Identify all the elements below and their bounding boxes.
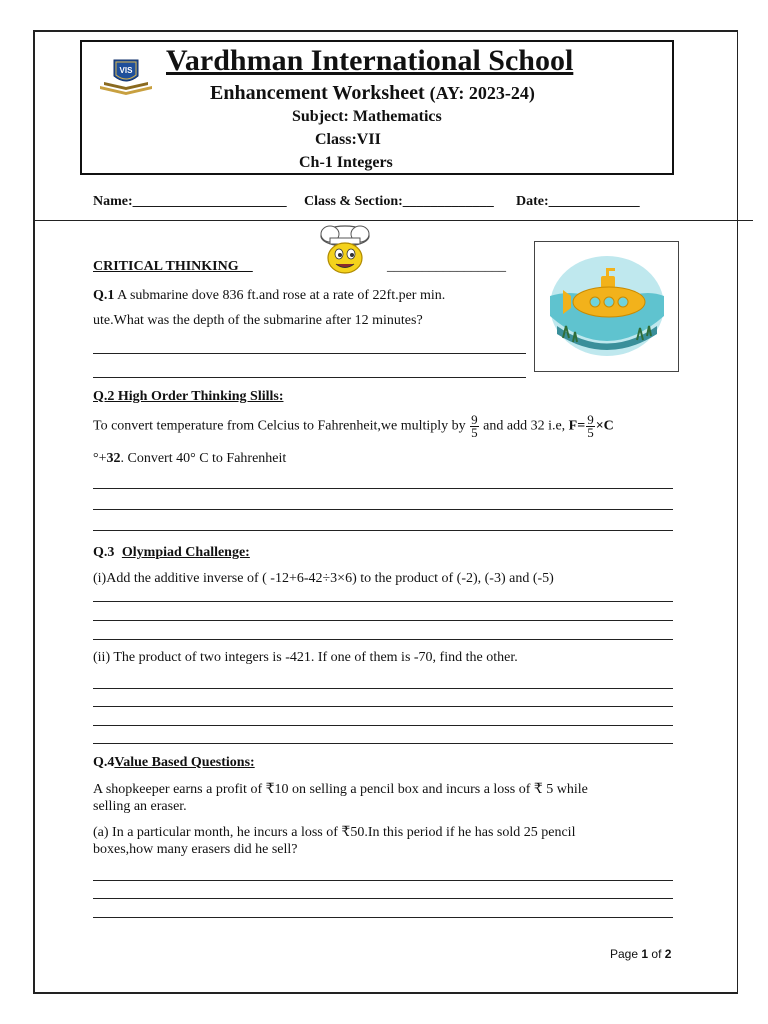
- name-field[interactable]: Name:______________________: [93, 194, 287, 209]
- fraction-nine-fifths: $\frac{9}{5}$: [471, 412, 478, 440]
- q1-number: Q.1: [93, 288, 115, 303]
- logo-text: VIS: [119, 66, 133, 75]
- date-field[interactable]: Date:_____________: [516, 194, 640, 209]
- school-logo: [96, 56, 156, 96]
- q2-line2: °+32. Convert 40° C to Fahrenheit: [93, 451, 287, 466]
- q3-heading-line: [93, 545, 250, 561]
- q1-text-1: A submarine dove 836 ft.and rose at a rate of 22ft.per min.: [114, 288, 446, 303]
- answer-line[interactable]: [93, 725, 673, 726]
- chef-smiley-icon: [312, 224, 378, 276]
- q3-part1: (i)Add the additive inverse of ( -12+6-42÷3×6) to the product of (-2), (-3) and (-5): [93, 571, 554, 586]
- q4-line2: selling an eraser.: [93, 799, 187, 814]
- q4-number: Q.4: [93, 755, 115, 770]
- critical-thinking-heading: CRITICAL THINKING__: [93, 259, 253, 274]
- answer-line[interactable]: [93, 706, 673, 707]
- answer-line[interactable]: [93, 898, 673, 899]
- worksheet-title-line: [210, 82, 535, 105]
- critical-blank: _________________: [387, 259, 506, 274]
- answer-line[interactable]: [93, 530, 673, 531]
- class-section-field[interactable]: Class & Section:_____________: [304, 194, 494, 209]
- academic-year: (AY: 2023-24): [429, 83, 535, 103]
- answer-line[interactable]: [93, 353, 526, 354]
- formula-f: F=: [568, 418, 586, 434]
- q2-heading: Q.2 High Order Thinking Slills:: [93, 389, 284, 404]
- answer-line[interactable]: [93, 880, 673, 881]
- answer-line[interactable]: [93, 601, 673, 602]
- submarine-image-frame: [534, 241, 679, 372]
- q1-line2: ute.What was the depth of the submarine after 12 minutes?: [93, 313, 423, 328]
- class-line: Class:VII: [315, 131, 381, 148]
- worksheet-title: Enhancement Worksheet: [210, 82, 425, 104]
- q2-text-b: and add 32 i.e,: [483, 418, 566, 434]
- q1-line1: [93, 288, 445, 304]
- q2-text-a: To convert temperature from Celcius to Fahrenheit,we multiply by: [93, 418, 466, 434]
- q3-part2: (ii) The product of two integers is -421. If one of them is -70, find the other.: [93, 650, 518, 665]
- q4-part-a-line1: (a) In a particular month, he incurs a loss of ₹50.In this period if he has sold 25 pencil: [93, 825, 576, 840]
- answer-line[interactable]: [93, 377, 526, 378]
- q4-line1: A shopkeeper earns a profit of ₹10 on selling a pencil box and incurs a loss of ₹ 5 while: [93, 782, 588, 797]
- answer-line[interactable]: [93, 488, 673, 489]
- answer-line[interactable]: [93, 743, 673, 744]
- chapter-line: Ch-1 Integers: [299, 154, 393, 171]
- q3-number: Q.3: [93, 545, 115, 560]
- q4-heading: Value Based Questions:: [114, 755, 255, 770]
- q2-line1: [93, 414, 614, 439]
- school-name: Vardhman International School: [166, 44, 574, 77]
- answer-line[interactable]: [93, 917, 673, 918]
- answer-line[interactable]: [93, 509, 673, 510]
- answer-line[interactable]: [93, 620, 673, 621]
- q4-part-a-line2: boxes,how many erasers did he sell?: [93, 842, 298, 857]
- subject-line: Subject: Mathematics: [292, 108, 442, 125]
- q4-heading-line: [93, 755, 255, 771]
- formula-c: ×C: [595, 418, 614, 434]
- page-number: Page 1 of 2: [610, 947, 672, 961]
- fraction-nine-fifths: $\frac{9}{5}$: [587, 412, 594, 440]
- header-separator: [33, 220, 753, 221]
- q3-heading: Olympiad Challenge:: [121, 545, 250, 560]
- submarine-icon: [549, 256, 665, 356]
- answer-line[interactable]: [93, 639, 673, 640]
- answer-line[interactable]: [93, 688, 673, 689]
